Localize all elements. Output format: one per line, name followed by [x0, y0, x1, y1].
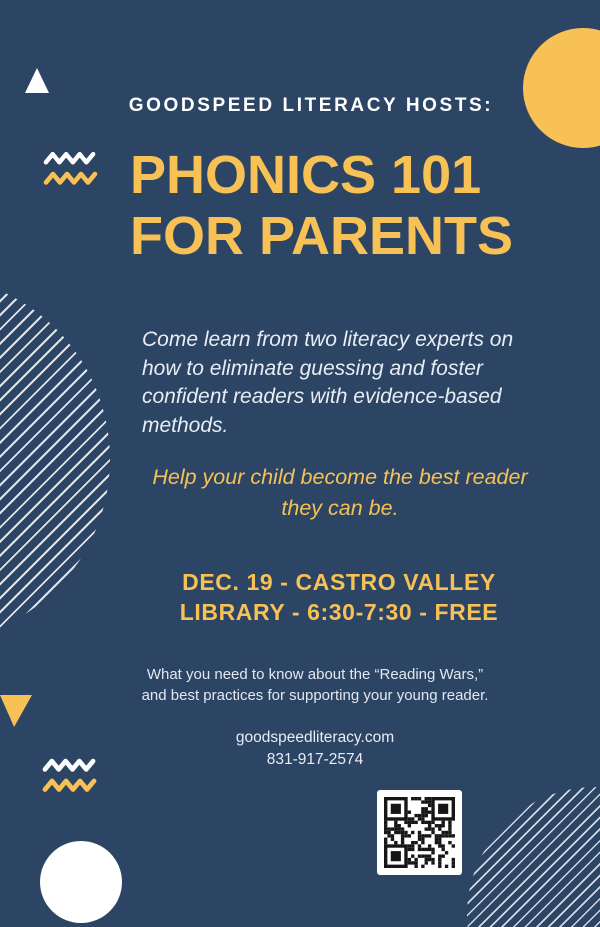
contact-block	[15, 727, 600, 770]
poster-title	[130, 145, 513, 267]
description-paragraph	[142, 326, 513, 440]
phone-text: 831-917-2574	[266, 750, 364, 768]
description-line: confident readers with evidence-based	[142, 385, 502, 408]
note-line: What you need to know about the “Reading Wars,”	[146, 666, 484, 683]
zigzag-yellow-icon	[43, 170, 99, 186]
title-line-2: FOR PARENTS	[130, 206, 514, 266]
event-details	[39, 567, 600, 627]
qr-code-pattern	[384, 797, 455, 868]
title-line-1: PHONICS 101	[130, 145, 482, 205]
striped-circle-bottom-right	[467, 787, 600, 927]
note-text	[15, 664, 600, 706]
website-text: goodspeedliteracy.com	[235, 729, 395, 746]
triangle-up-icon	[25, 68, 49, 93]
tagline	[40, 462, 600, 524]
description-line: Come learn from two literacy experts on	[142, 328, 514, 351]
description-line: how to eliminate guessing and foster	[142, 356, 483, 380]
yellow-circle-shape	[523, 28, 600, 148]
zigzag-yellow-icon	[42, 776, 98, 794]
zigzag-white-icon	[42, 756, 97, 774]
tagline-line: Help your child become the best reader	[152, 465, 528, 489]
zigzag-white-icon	[43, 150, 97, 166]
triangle-down-icon	[0, 695, 32, 727]
note-line: and best practices for supporting your young reader.	[141, 687, 489, 704]
description-line: methods.	[142, 413, 229, 437]
qr-code	[377, 790, 462, 875]
tagline-line: they can be.	[281, 496, 399, 520]
event-line-2: LIBRARY - 6:30-7:30 - FREE	[179, 599, 499, 625]
event-line-1: DEC. 19 - CASTRO VALLEY	[182, 569, 496, 595]
host-line: GOODSPEED LITERACY HOSTS:	[128, 95, 494, 116]
white-circle-shape	[40, 841, 122, 923]
